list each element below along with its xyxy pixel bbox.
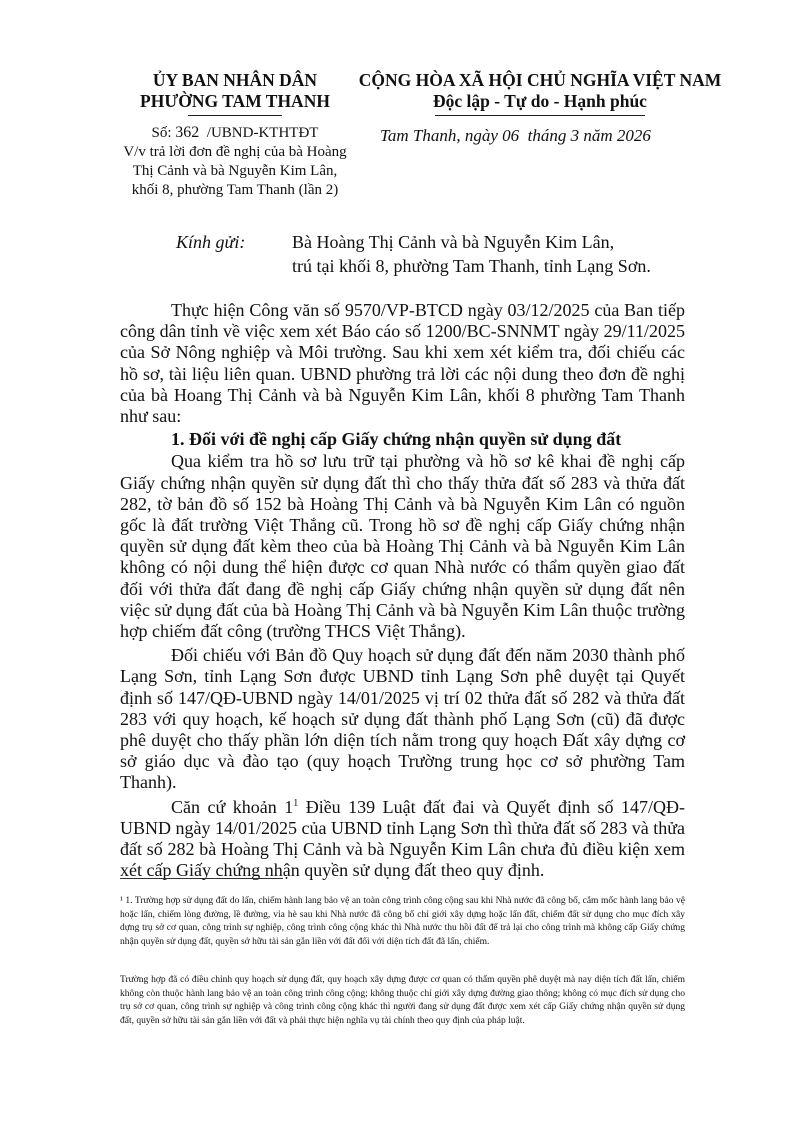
document-number-suffix: /UBND-KTHTĐT <box>199 125 319 141</box>
agency-name-line1: ỦY BAN NHÂN DÂN <box>152 70 318 90</box>
conclusion-text-start: Căn cứ khoản 1 <box>171 796 294 817</box>
document-subject: V/v trả lời đơn đề nghị của bà Hoàng Thị Cảnh và bà Nguyễn Kim Lân, khối 8, phường Tam Thanh (lần 2) <box>123 144 347 198</box>
national-title: CỘNG HÒA XÃ HỘI CHỦ NGHĨA VIỆT NAM <box>358 70 722 90</box>
agency-header <box>120 70 350 112</box>
footnote-2 <box>120 974 685 1028</box>
document-number <box>120 124 350 142</box>
document-body <box>120 300 685 881</box>
recipient-line1: Bà Hoàng Thị Cảnh và bà Nguyễn Kim Lân, <box>292 232 615 252</box>
document-number-value: 362 <box>175 124 200 141</box>
date-day: 06 <box>502 126 520 145</box>
footnote-1-text: ¹ 1. Trường hợp sử dụng đất do lấn, chiếm hành lang bảo vệ an toàn công trình công cộng sau khi Nhà nước đã công bố, cắm mốc hành lang bảo vệ hoặc lấn, chiếm lòng đường, lề đường, vỉa hè sau khi Nhà nước đã công bố chỉ giới xây dựng hoặc lấn đất, chiếm đất sử dụng cho mục đích xây dựng trụ sở cơ quan, công trình sự nghiệp, công trình công cộng khác thì Nhà nước thu hồi đất để trả lại cho công trình mà không cấp Giấy chứng nhận quyền sử dụng đất, quyền sở hữu tài sản gắn liền với đất đối với diện tích đất đã lấn, chiếm. <box>120 896 685 947</box>
recipient-line2: trú tại khối 8, phường Tam Thanh, tỉnh Lạng Sơn. <box>292 256 651 276</box>
body-paragraph-planning: Đối chiếu với Bản đồ Quy hoạch sử dụng đất đến năm 2030 thành phố Lạng Sơn, tỉnh Lạng Sơn được UBND tỉnh Lạng Sơn phê duyệt tại Quyết định số 147/QĐ-UBND ngày 14/01/2025 vị trí 02 thửa đất số 282 và thửa đất 283 với quy hoạch, kế hoạch sử dụng đất thành phố Lạng Sơn (cũ) đã được phê duyệt cho thấy phần lớn diện tích nằm trong quy hoạch Đất xây dựng cơ sở giáo dục và đào tạo (quy hoạch Trường trung học cơ sở phường Tam Thanh). <box>120 645 685 793</box>
footnote-1 <box>120 895 685 949</box>
agency-name-line2: PHƯỜNG TAM THANH <box>140 91 330 111</box>
date-suffix: tháng 3 năm 2026 <box>519 126 651 145</box>
footnote-reference: 1 <box>293 797 299 809</box>
date-prefix: Tam Thanh, ngày <box>380 126 503 145</box>
footnote-2-text: Trường hợp đã có điều chỉnh quy hoạch sử dụng đất, quy hoạch xây dựng được cơ quan có thẩm quyền phê duyệt mà nay diện tích đất lấn, chiếm không còn thuộc hành lang bảo vệ an toàn công trình công cộng; không thuộc chỉ giới xây dựng đường giao thông; không có mục đích sử dụng cho trụ sở cơ quan, công trình sự nghiệp và công trình công cộng khác thì người đang sử dụng đất được xem xét cấp Giấy chứng nhận quyền sử dụng đất, quyền sở hữu tài sản gắn liền với đất và phải thực hiện nghĩa vụ tài chính theo quy định của pháp luật. <box>120 975 685 1026</box>
recipient-label: Kính gửi: <box>176 232 246 252</box>
document-number-prefix: Số: <box>151 125 176 141</box>
national-header <box>345 70 735 112</box>
footnote-divider <box>120 878 283 879</box>
body-paragraph-intro: Thực hiện Công văn số 9570/VP-BTCD ngày 03/12/2025 của Ban tiếp công dân tỉnh về việc xem xét Báo cáo số 1200/BC-SNNMT ngày 29/11/2025 của Sở Nông nghiệp và Môi trường. Sau khi xem xét kiểm tra, đối chiếu các hồ sơ, tài liệu liên quan. UBND phường trả lời các nội dung theo đơn đề nghị của bà Hoang Thị Cảnh và bà Nguyễn Kim Lân, khối 8 phường Tam Thanh như sau: <box>120 300 685 427</box>
date-line <box>380 126 790 146</box>
conclusion-text-end: Điều 139 Luật đất đai và Quyết định số 147/QĐ-UBND ngày 14/01/2025 của UBND tỉnh Lạng Sơn thì thửa đất số 283 và thửa đất số 282 bà Hoàng Thị Cảnh và bà Nguyễn Kim Lân chưa đủ điều kiện xem xét cấp Giấy chứng nhận quyền sử dụng đất theo quy định. <box>120 796 686 881</box>
body-paragraph-conclusion <box>120 797 685 882</box>
national-motto: Độc lập - Tự do - Hạnh phúc <box>433 91 647 111</box>
section-heading-1: 1. Đối với đề nghị cấp Giấy chứng nhận quyền sử dụng đất <box>171 429 622 450</box>
body-paragraph-inspection: Qua kiểm tra hồ sơ lưu trữ tại phường và hồ sơ kê khai đề nghị cấp Giấy chứng nhận quyền sử dụng đất thì cho thấy thửa đất số 283 và thửa đất 282, tờ bản đồ số 152 bà Hoàng Thị Cảnh và bà Nguyễn Kim Lân có nguồn gốc là đất trường Việt Thắng cũ. Trong hồ sơ đề nghị cấp Giấy chứng nhận quyền sử dụng đất kèm theo của bà Hoàng Thị Cảnh và bà Nguyễn Kim Lân không có nội dung thể hiện được cơ quan Nhà nước có thẩm quyền giao đất đối với thửa đất đang đề nghị cấp Giấy chứng nhận quyền sử dụng đất nên việc sử dụng đất của bà Hoàng Thị Cảnh và bà Nguyễn Kim Lân thuộc trường hợp chiếm đất công (trường THCS Việt Thắng). <box>120 451 685 642</box>
